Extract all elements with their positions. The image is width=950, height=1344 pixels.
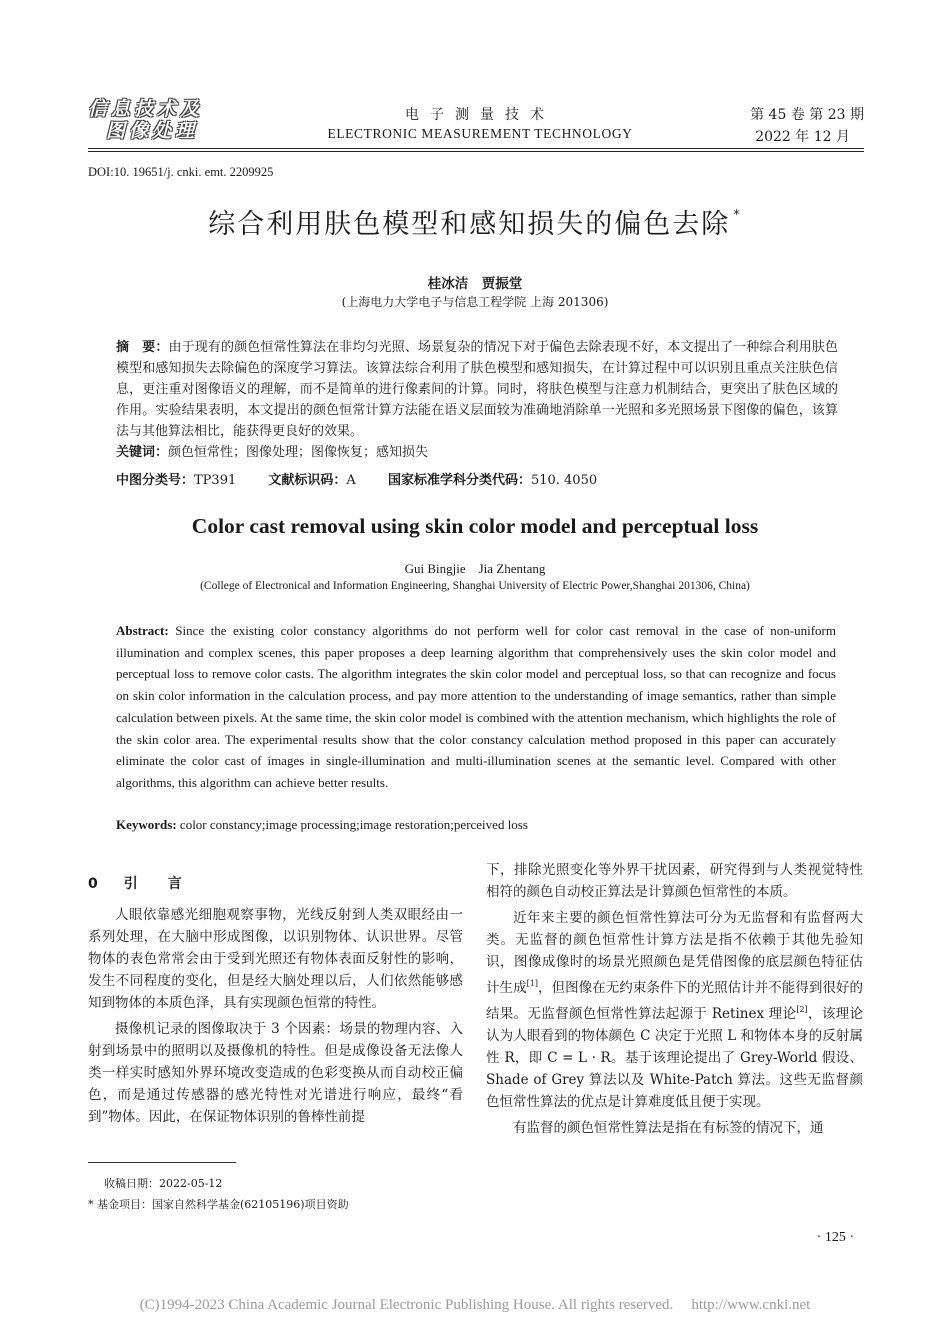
abstract-cn-text: 由于现有的颜色恒常性算法在非均匀光照、场景复杂的情况下对于偏色去除表现不好，本文提出了一种综合利用肤色模型和感知损失去除偏色的深度学习算法。该算法综合利用了肤色模型和感知损失，在计算过程中可以识别且重点关注肤色信息，更注重对图像语义的理解，而不是简单的进行像素间的计算。同时，将肤色模型与注意力机制结合，更突出了肤色区域的作用。实验结果表明，本文提出的颜色恒常计算方法能在语义层面较为准确地消除单一光照和多光照场景下图像的偏色，该算法与其他算法相比，能获得更良好的效果。	[116, 340, 838, 439]
logo-line-2: 图像处理	[106, 120, 199, 142]
logo-line-1: 信息技术及	[88, 98, 204, 120]
paragraph: 下，排除光照变化等外界干扰因素，研究得到与人类视觉特性相符的颜色自动校正算法是计算颜色恒常性的本质。	[486, 862, 863, 900]
left-column	[88, 904, 463, 1128]
journal-title-cn: 电子测量技术	[405, 107, 555, 123]
header-rule-2	[88, 151, 864, 152]
std-code-value: 510. 4050	[530, 473, 598, 488]
citation: [2]	[796, 1005, 808, 1014]
para-text: ，但图像在无约束条件下的光照估计并不能得到很好的结果。无监督颜色恒常性算法起源于 Retinex 理论	[486, 980, 864, 1022]
abstract-cn-label: 摘 要：	[116, 340, 169, 355]
keywords-en-label: Keywords:	[116, 817, 177, 832]
affiliation-en: (College of Electronical and Information Engineering, Shanghai University of Electric Power,Shanghai 201306, China)	[200, 580, 750, 592]
section-number: 0	[88, 876, 98, 892]
copyright-line	[0, 1297, 950, 1314]
para-text: 近年来主要的颜色恒常性算法可分为无监督和有监督两大类。无监督的颜色恒常性计算方法是指不依赖于其他先验知识，图像成像时的场景光照颜色是凭借图像的底层颜色特征估计生成	[486, 910, 863, 996]
header-rule	[88, 148, 864, 149]
authors-cn: 桂冰洁 贾振堂	[427, 276, 523, 292]
fund-note: * 基金项目：国家自然科学基金(62105196)项目资助	[88, 1198, 349, 1211]
paragraph: 有监督的颜色恒常性算法是指在有标签的情况下，通	[513, 1120, 824, 1136]
volume-issue: 第 45 卷 第 23 期	[750, 107, 864, 123]
doi: DOI:10. 19651/j. cnki. emt. 2209925	[88, 165, 274, 179]
doc-code-value: A	[346, 473, 356, 488]
page-number: · 125 ·	[816, 1230, 854, 1245]
abstract-en	[116, 620, 836, 794]
received-date: 收稿日期：2022-05-12	[104, 1177, 223, 1190]
right-column	[486, 859, 863, 1139]
abstract-en-text: Since the existing color constancy algorithms do not perform well for color cast removal in the case of non-uniform illumination and complex scenes, this paper proposes a deep learning algorithm that comprehensively uses the skin color model and perceptual loss to remove color casts. The algorithm integrates the skin color model and perceptual loss, so that can recognize and focus on skin color information in the calculation process, and pay more attention to the understanding of image semantics, rather than simple calculation between pixels. At the same time, the skin color model is combined with the attention mechanism, which highlights the role of the skin color area. The experimental results show that the color constancy calculation method proposed in this paper can accurately eliminate the color cast of images in single-illumination and multi-illumination scenes at the semantic level. Compared with other algorithms, this algorithm can achieve better results.	[116, 623, 836, 790]
paper-title-en: Color cast removal using skin color model and perceptual loss	[191, 514, 759, 538]
para-text: ，该理论认为人眼看到的物体颜色 C 决定于光照 L 和物体本身的反射属性 R，即 C = L · R。基于该理论提出了 Grey-World 假设、Shade of Grey 算法以及 White-Patch 算法。这些无监督颜色恒常性算法的优点是计算难度低且便于实现。	[486, 1006, 863, 1110]
footnote-rule	[88, 1162, 236, 1163]
keywords-en-text: color constancy;image processing;image restoration;perceived loss	[176, 817, 528, 832]
journal-title-en: ELECTRONIC MEASUREMENT TECHNOLOGY	[327, 126, 633, 141]
copyright-text: (C)1994-2023 China Academic Journal Electronic Publishing House. All rights reserved.	[139, 1297, 674, 1313]
paragraph: 摄像机记录的图像取决于 3 个因素：场景的物理内容、入射到场景中的照明以及摄像机的特性。但是成像设备无法像人类一样实时感知外界环境改变造成的色彩变换从而自动校正偏色，而是通过传感器的感光特性对光谱进行响应，最终“看到”物体。因此，在保证物体识别的鲁棒性前提	[88, 1021, 463, 1125]
clc-label: 中图分类号：	[116, 473, 195, 488]
section-heading	[88, 873, 212, 893]
section-title: 引言	[123, 876, 212, 892]
issue-date: 2022 年 12 月	[755, 129, 850, 145]
authors-en: Gui Bingjie Jia Zhentang	[404, 561, 546, 576]
title-cn-text: 综合利用肤色模型和感知损失的偏色去除	[208, 209, 731, 240]
title-footnote-mark: *	[733, 208, 742, 223]
classification-row	[116, 469, 597, 488]
paragraph: 人眼依靠感光细胞观察事物，光线反射到人类双眼经由一系列处理，在大脑中形成图像，以识别物体、认识世界。尽管物体的表色常常会由于受到光照还有物体表面反射性的影响，发生不同程度的变化，但是经大脑处理以后，人们依然能够感知到物体的本质色泽，具有实现颜色恒常的特性。	[88, 907, 463, 1011]
clc-value: TP391	[194, 473, 237, 488]
keywords-cn-label: 关键词：	[116, 445, 169, 460]
std-code-label: 国家标准学科分类代码：	[387, 473, 531, 488]
journal-logo	[88, 98, 248, 148]
doc-code-label: 文献标识码：	[268, 473, 347, 488]
cnki-url[interactable]: http://www.cnki.net	[691, 1297, 811, 1313]
affiliation-cn: (上海电力大学电子与信息工程学院 上海 201306)	[341, 295, 609, 309]
citation: [1]	[526, 979, 538, 988]
keywords-en	[116, 817, 528, 833]
abstract-en-label: Abstract:	[116, 623, 169, 638]
abstract-cn	[116, 337, 838, 463]
paper-title-cn	[0, 202, 950, 241]
paragraph	[486, 907, 863, 1113]
keywords-cn-text: 颜色恒常性；图像处理；图像恢复；感知损失	[168, 445, 429, 460]
